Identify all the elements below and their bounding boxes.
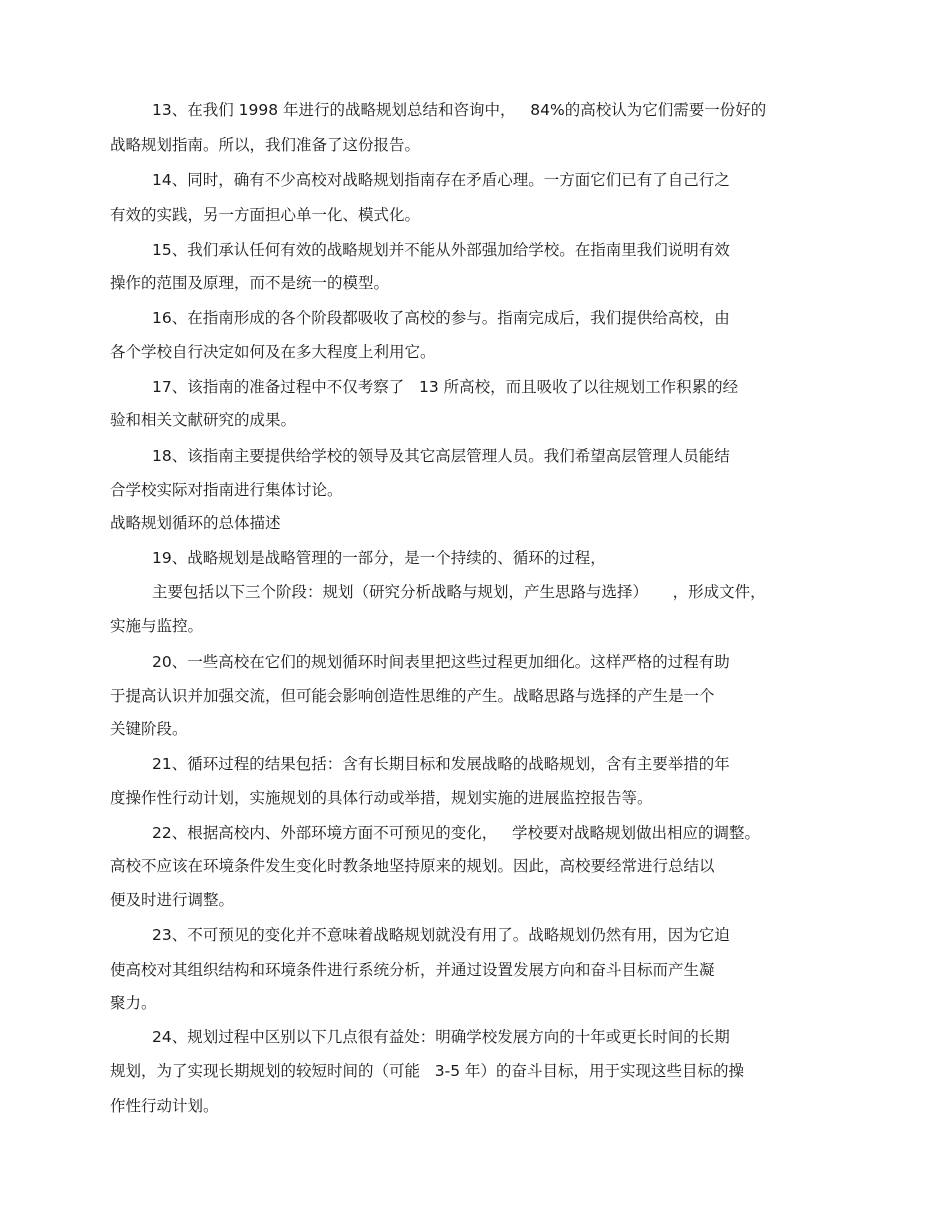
paragraph-17-line-2: 验和相关文献研究的成果。 xyxy=(110,411,297,429)
paragraph-23-line-3: 聚力。 xyxy=(110,994,157,1012)
paragraph-14-line-1: 14、同时，确有不少高校对战略规划指南存在矛盾心理。一方面它们已有了自己行之 xyxy=(152,171,730,189)
paragraph-22-line-2: 高校不应该在环境条件发生变化时教条地坚持原来的规划。因此，高校要经常进行总结以 xyxy=(110,857,715,875)
paragraph-13-line-2: 战略规划指南。所以，我们准备了这份报告。 xyxy=(110,136,421,154)
section-heading: 战略规划循环的总体描述 xyxy=(110,514,281,532)
paragraph-18-line-1: 18、该指南主要提供给学校的领导及其它高层管理人员。我们希望高层管理人员能结 xyxy=(152,447,730,465)
paragraph-18-line-2: 合学校实际对指南进行集体讨论。 xyxy=(110,481,343,499)
paragraph-20-line-2: 于提高认识并加强交流，但可能会影响创造性思维的产生。战略思路与选择的产生是一个 xyxy=(110,687,715,705)
paragraph-24-line-3: 作性行动计划。 xyxy=(110,1097,219,1115)
paragraph-20-line-1: 20、一些高校在它们的规划循环时间表里把这些过程更加细化。这样严格的过程有助 xyxy=(152,653,730,671)
paragraph-19-line-2: 主要包括以下三个阶段：规划（研究分析战略与规划，产生思路与选择） ，形成文件， xyxy=(152,583,766,601)
paragraph-22-line-1: 22、根据高校内、外部环境方面不可预见的变化， 学校要对战略规划做出相应的调整。 xyxy=(152,824,761,842)
paragraph-23-line-2: 使高校对其组织结构和环境条件进行系统分析，并通过设置发展方向和奋斗目标而产生凝 xyxy=(110,961,715,979)
paragraph-24-line-1: 24、规划过程中区别以下几点很有益处：明确学校发展方向的十年或更长时间的长期 xyxy=(152,1028,730,1046)
paragraph-19-line-1: 19、战略规划是战略管理的一部分，是一个持续的、循环的过程， xyxy=(152,549,606,567)
paragraph-13-line-1: 13、在我们 1998 年进行的战略规划总结和咨询中， 84%的高校认为它们需要一份好的 xyxy=(152,101,767,119)
paragraph-15-line-1: 15、我们承认任何有效的战略规划并不能从外部强加给学校。在指南里我们说明有效 xyxy=(152,241,730,259)
paragraph-21-line-1: 21、循环过程的结果包括：含有长期目标和发展战略的战略规划，含有主要举措的年 xyxy=(152,755,730,773)
paragraph-16-line-1: 16、在指南形成的各个阶段都吸收了高校的参与。指南完成后，我们提供给高校，由 xyxy=(152,309,730,327)
paragraph-22-line-3: 便及时进行调整。 xyxy=(110,891,235,909)
paragraph-16-line-2: 各个学校自行决定如何及在多大程度上利用它。 xyxy=(110,343,436,361)
paragraph-20-line-3: 关键阶段。 xyxy=(110,720,188,738)
paragraph-19-line-3: 实施与监控。 xyxy=(110,617,204,635)
paragraph-21-line-2: 度操作性行动计划，实施规划的具体行动或举措，规划实施的进展监控报告等。 xyxy=(110,789,653,807)
paragraph-23-line-1: 23、不可预见的变化并不意味着战略规划就没有用了。战略规划仍然有用，因为它迫 xyxy=(152,926,730,944)
paragraph-15-line-2: 操作的范围及原理，而不是统一的模型。 xyxy=(110,274,390,292)
paragraph-14-line-2: 有效的实践，另一方面担心单一化、模式化。 xyxy=(110,206,421,224)
paragraph-24-line-2: 规划，为了实现长期规划的较短时间的（可能 3-5 年）的奋斗目标，用于实现这些目标的操 xyxy=(110,1062,745,1080)
paragraph-17-line-1: 17、该指南的准备过程中不仅考察了 13 所高校，而且吸收了以往规划工作积累的经 xyxy=(152,378,739,396)
